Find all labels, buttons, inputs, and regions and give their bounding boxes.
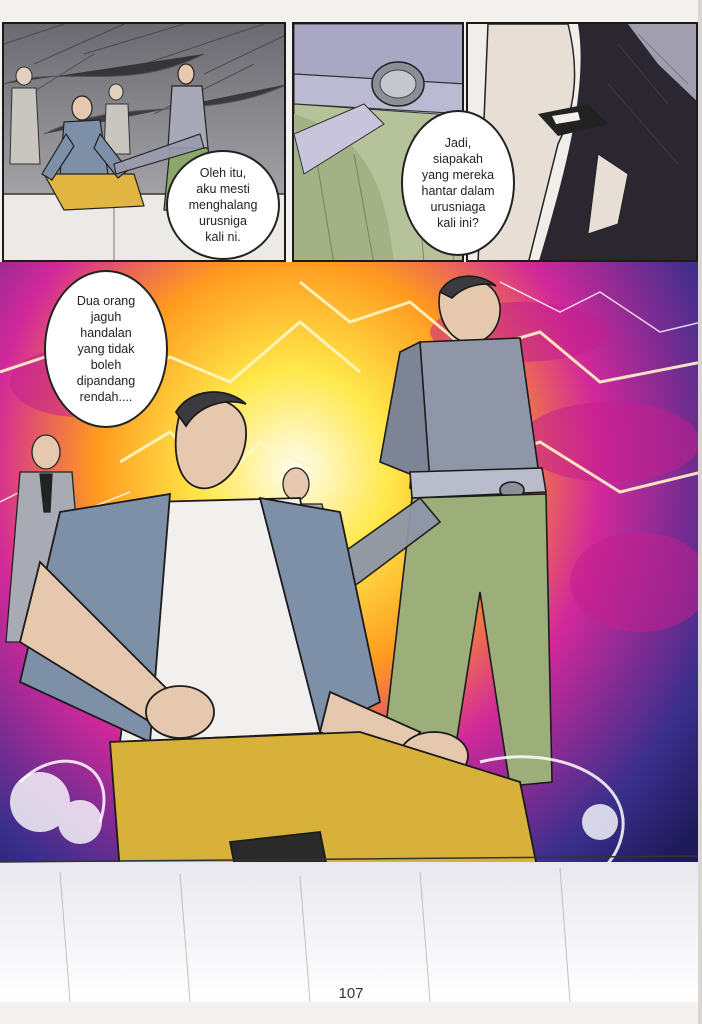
speech-bubble-text: Dua orang jaguh handalan yang tidak boleh dipandang rendah.... bbox=[76, 294, 136, 404]
speech-bubble-text: Jadi, siapakah yang mereka hantar dalam urusniaga kali ini? bbox=[421, 136, 495, 230]
speech-bubble bbox=[401, 110, 515, 256]
page-edge bbox=[698, 0, 702, 1024]
page-number: 107 bbox=[338, 985, 364, 1002]
speech-bubble-text: Oleh itu, aku mesti menghalang urusniga kali ni. bbox=[188, 166, 258, 244]
speech-bubble bbox=[166, 150, 280, 260]
speech-bubble bbox=[44, 270, 168, 428]
